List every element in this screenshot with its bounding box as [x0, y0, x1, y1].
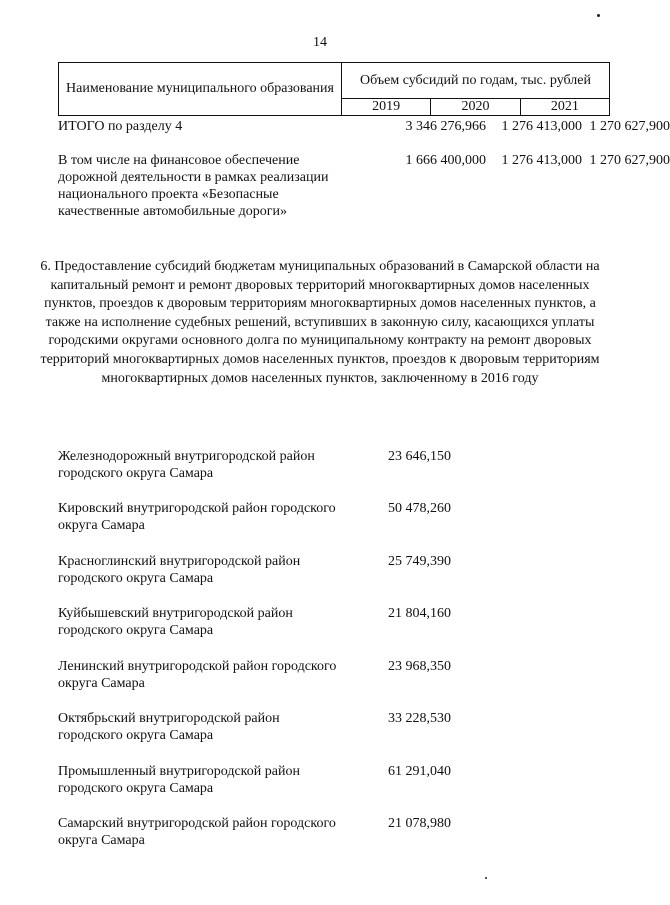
column-header-year-2019: 2019 [342, 99, 431, 116]
district-label: Красноглинский внутригородской район городского округа Самара [58, 554, 301, 586]
district-label: Октябрьский внутригородской район городского округа Самара [58, 711, 280, 743]
column-header-year-2020: 2020 [431, 99, 520, 116]
including-2021: 1 270 627,900 [589, 153, 670, 168]
district-label: Железнодорожный внутригородской район городского округа Самара [58, 449, 315, 481]
total-row [58, 118, 670, 136]
page-number: 14 [313, 35, 327, 50]
district-value: 21 078,980 [388, 816, 451, 831]
district-label: Кировский внутригородской район городского округа Самара [58, 501, 336, 533]
district-label: Промышленный внутригородской район городского округа Самара [58, 764, 300, 796]
total-2020: 1 276 413,000 [501, 119, 582, 134]
section-6-heading: 6. Предоставление субсидий бюджетам муниципальных образований в Самарской области на капитальный ремонт и ремонт дворовых территорий многоквартирных домов населенных пунктов, проездов к дворовым территориям многоквартирных домов населенных пунктов, а также на исполнение судебных решений, вступивших в законную силу, касающихся уплаты городскими округами основного долга по муниципальному контракту на ремонт дворовых территорий многоквартирных домов населенных пунктов, проездов к дворовым территориям многоквартирных домов населенных пунктов, заключенному в 2016 году [40, 259, 600, 386]
including-2019: 1 666 400,000 [405, 153, 486, 168]
column-header-name: Наименование муниципального образования [59, 63, 342, 116]
district-value: 25 749,390 [388, 554, 451, 569]
scan-speck [597, 14, 600, 17]
district-label: Куйбышевский внутригородской район городского округа Самара [58, 606, 293, 638]
column-header-volume: Объем субсидий по годам, тыс. рублей [342, 63, 610, 99]
total-2019: 3 346 276,966 [405, 119, 486, 134]
column-header-year-2021: 2021 [520, 99, 609, 116]
scan-speck [485, 877, 487, 879]
total-2021: 1 270 627,900 [589, 119, 670, 134]
district-label: Ленинский внутригородской район городского округа Самара [58, 659, 337, 691]
district-label: Самарский внутригородской район городского округа Самара [58, 816, 336, 848]
district-value: 23 646,150 [388, 449, 451, 464]
district-value: 23 968,350 [388, 659, 451, 674]
district-value: 50 478,260 [388, 501, 451, 516]
including-label: В том числе на финансовое обеспечение дорожной деятельности в рамках реализации национального проекта «Безопасные качественные автомобильные дороги» [58, 153, 329, 219]
total-label: ИТОГО по разделу 4 [58, 119, 183, 134]
district-value: 21 804,160 [388, 606, 451, 621]
header-table [58, 62, 610, 116]
including-2020: 1 276 413,000 [501, 153, 582, 168]
including-row [58, 152, 670, 240]
district-value: 33 228,530 [388, 711, 451, 726]
district-value: 61 291,040 [388, 764, 451, 779]
